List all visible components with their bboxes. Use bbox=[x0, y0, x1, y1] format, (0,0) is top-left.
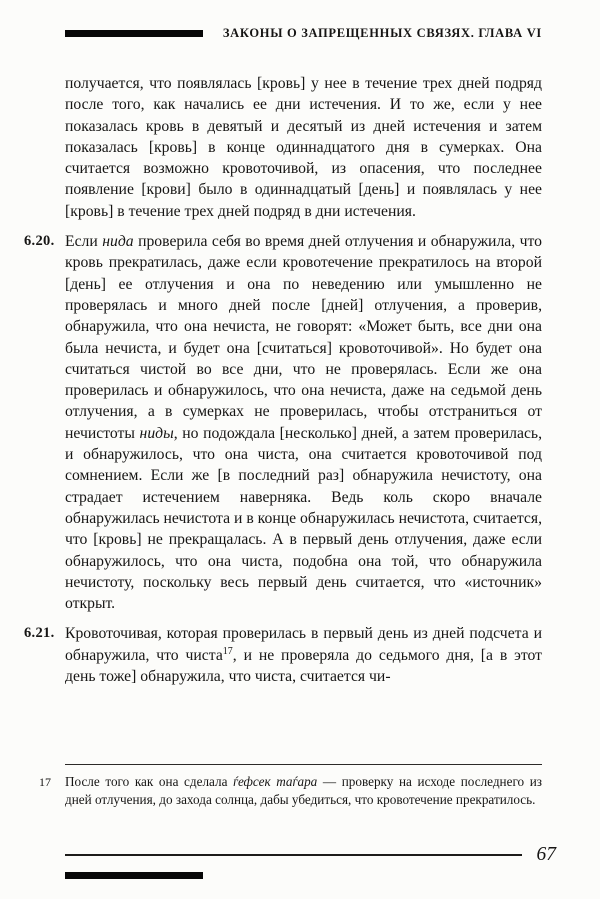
footnote-reference: 17 bbox=[222, 645, 233, 657]
page-number: 67 bbox=[536, 844, 556, 865]
text-run: Кровоточивая, которая проверилась в первый день из дней подсчета и обнаружила, что чиста bbox=[65, 625, 542, 664]
bottom-rule-bar bbox=[65, 872, 203, 879]
italic-term: ѓефсек таѓара bbox=[233, 774, 318, 789]
paragraph bbox=[65, 73, 542, 222]
paragraph-number: 6.21. bbox=[24, 625, 55, 642]
running-header bbox=[65, 26, 542, 41]
body-text bbox=[24, 73, 542, 696]
paragraph bbox=[24, 231, 542, 614]
italic-term: ниды bbox=[139, 424, 174, 442]
text-run: , и не проверяла до седьмого дня, [а в этот день тоже] обнаружила, что чиста, считается чи- bbox=[65, 646, 542, 686]
footnote-list bbox=[39, 773, 543, 808]
italic-term: нида bbox=[102, 233, 134, 251]
text-run: Если bbox=[65, 233, 103, 251]
header-rule-bar bbox=[65, 30, 203, 37]
footnote bbox=[39, 773, 543, 808]
text-run: — проверку на исходе последнего из дней отлучения, до захода солнца, дабы убедиться, что кровотечение прекратилось. bbox=[65, 774, 543, 807]
footnote-separator bbox=[65, 764, 542, 765]
text-run: После того как она сделала bbox=[65, 774, 234, 789]
footnotes-section bbox=[39, 764, 543, 808]
text-run: проверила себя во время дней отлучения и обнаружила, что кровь прекратилась, даже если кровотечение прекратилось на второй [день] ее отлучения и она по неведению или умышленно не проверялась и много дней после [дней] отлучения, а проверив, обнаружила, что она нечиста, не говорят: «Может быть, все дни она была нечиста, и будет она [считаться] кровоточивой». Но будет она считаться чистой во все дни, что не проверялась. Если же она проверилась и обнаружилось, что она нечиста, даже на седьмой день отлучения, а в сумерках не проверилась, чтобы отстраниться от нечистоты bbox=[65, 233, 542, 442]
footnote-number: 17 bbox=[39, 775, 51, 789]
paragraph bbox=[24, 623, 542, 687]
paragraph-number: 6.20. bbox=[24, 233, 55, 250]
chapter-title: ЗАКОНЫ О ЗАПРЕЩЕННЫХ СВЯЗЯХ. ГЛАВА VI bbox=[222, 26, 542, 40]
text-run: получается, что появлялась [кровь] у нее в течение трех дней подряд после того, как начались ее дни истечения. И то же, если у нее показалась кровь в девятый и десятый из дней истечения и затем показалась [кровь] в конце одиннадцатого дня в сумерках. Она считается возможно кровоточивой, из опасения, что последнее появление [крови] было в одиннадцатый [день] и появлялась у нее [кровь] в течение трех дней подряд в дни истечения. bbox=[65, 75, 542, 220]
text-run: , но подождала [несколько] дней, а затем проверилась, и обнаружилось, что она чиста, она считается кровоточивой под сомнением. Если же [в последний раз] обнаружила нечистоту, она страдает истечением наверняка. Ведь коль скоро вначале обнаружилась нечистота и в конце обнаружилась нечистота, считается, что [кровь] не прекращалась. А в первый день отлучения, даже если обнаружилось, что она чиста, подобна она той, что обнаружила нечистоту, поскольку весь первый день считается, что «источник» открыт. bbox=[65, 424, 542, 613]
footer-rule bbox=[65, 854, 522, 856]
page-footer bbox=[65, 841, 556, 869]
